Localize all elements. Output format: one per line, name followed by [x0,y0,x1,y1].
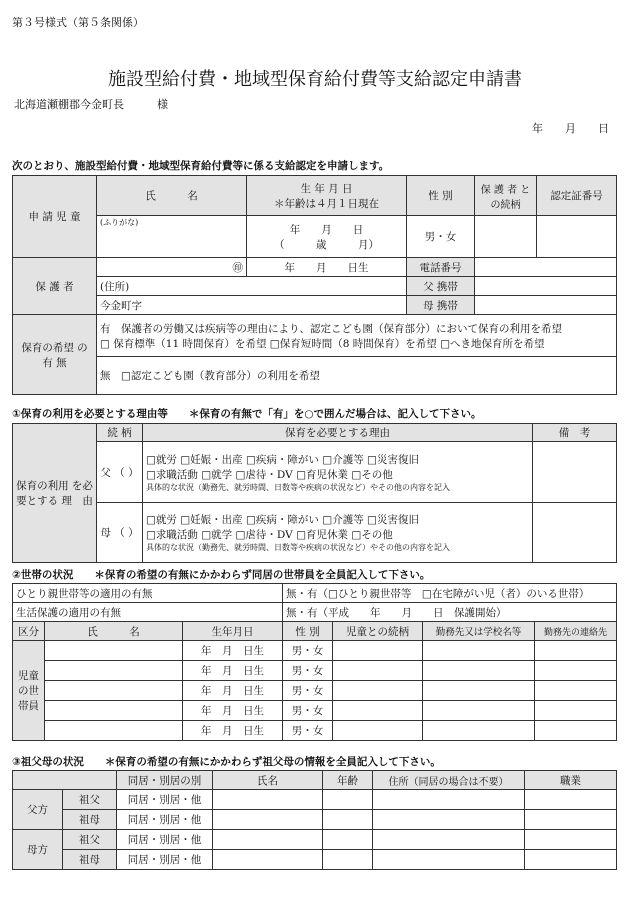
page-title: 施設型給付費・地域型保育給付費等支給認定申請書 [108,69,522,90]
reason-table [12,423,617,563]
gp-address-field[interactable] [373,790,525,810]
child-birth: 年 月 日 [289,223,364,236]
member-work-field[interactable] [423,721,535,741]
member-name-field[interactable] [45,701,183,721]
father-reasons-1: □就労 □妊娠・出産 □疾病・障がい □介護等 □災害復旧 [146,453,419,466]
relation-header: 保 護 者 との続柄 [475,176,537,216]
name-header: 氏 名 [97,176,247,216]
gp-name-field[interactable] [213,850,323,870]
hope-no: 無 □認定こども園（教育部分）の利用を希望 [97,357,617,395]
mother-reasons-1: □就労 □妊娠・出産 □疾病・障がい □介護等 □災害復旧 [146,514,419,526]
form-number: 第３号様式（第５条関係） [12,16,144,29]
gp-job-field[interactable] [525,790,617,810]
member-sex[interactable]: 男・女 [283,661,333,681]
gp-job-field[interactable] [525,810,617,830]
mother-reasons-note: 具体的な状況（勤務先、就労時間、日数等や疾病の状況など）やその他の内容を記入 [146,543,450,552]
guardian-birth: 年 月 日生 [247,258,407,277]
member-relation-field[interactable] [333,681,423,701]
gp-address-field[interactable] [373,810,525,830]
member-sex[interactable]: 男・女 [283,641,333,661]
member-relation-field[interactable] [333,661,423,681]
member-birth: 年 月 日生 [183,641,283,661]
member-sex[interactable]: 男・女 [283,701,333,721]
maternal-label: 母方 [13,830,63,870]
gp-age-field[interactable] [323,790,373,810]
member-sex[interactable]: 男・女 [283,681,333,701]
seal-mark: ㊞ [232,261,243,274]
member-birth: 年 月 日生 [183,661,283,681]
hope-label: 保育の希望 の 有 無 [13,315,97,395]
phone-label: 電話番号 [407,258,475,277]
birth-header: 生 年 月 日 [300,182,353,195]
gf-label: 祖父 [63,790,117,810]
member-contact-field[interactable] [535,701,617,721]
furigana-label: (ふりがな) [100,218,139,227]
child-age: （ 歳 月） [274,238,379,251]
live-header: 同居・別居の別 [117,771,213,790]
mother-reasons-2: □求職活動 □就学 □虐待・DV □育児休業 □その他 [146,529,393,541]
member-contact-header: 勤務先の連絡先 [535,622,617,641]
live-options[interactable]: 同居・別居・他 [117,810,213,830]
hope-yes-options: □ 保育標準（11 時間保育）を希望 □保育短時間（8 時間保育）を希望 □へき地保育所を希望 [100,337,545,350]
addressee: 北海道瀬棚郡今金町長 様 [14,98,168,111]
gm-label: 祖母 [63,850,117,870]
member-sex[interactable]: 男・女 [283,721,333,741]
intro-text: 次のとおり、施設型給付費・地域型保育給付費等に係る支給認定を申請します。 [12,160,390,172]
member-birth: 年 月 日生 [183,701,283,721]
child-name-field[interactable] [97,216,247,258]
father-note-field[interactable] [533,442,617,503]
member-relation-field[interactable] [333,641,423,661]
applicant-label: 申 請 児 童 [13,176,97,258]
father-mobile-label: 父 携帯 [407,277,475,296]
address-label: (住所) [97,277,407,296]
member-relation-field[interactable] [333,721,423,741]
kubun-header: 区分 [13,622,45,641]
gp-age-field[interactable] [323,830,373,850]
gp-name-field[interactable] [213,830,323,850]
member-work-field[interactable] [423,661,535,681]
certificate-header: 認定証番号 [537,176,617,216]
child-sex[interactable]: 男・女 [407,216,475,258]
gm-label: 祖母 [63,810,117,830]
member-relation-field[interactable] [333,701,423,721]
town-label: 今金町字 [97,296,407,315]
reason-side-label: 保育の利用 を必要とする 理 由 [13,424,97,563]
member-work-field[interactable] [423,641,535,661]
member-name-field[interactable] [45,661,183,681]
certificate-field[interactable] [537,216,617,258]
live-options[interactable]: 同居・別居・他 [117,830,213,850]
member-contact-field[interactable] [535,641,617,661]
birth-note: ＊年齢は４月１日現在 [274,197,379,210]
section3-heading: ③祖父母の状況 ＊保育の希望の有無にかかわらず祖父母の情報を全員記入して下さい。 [12,756,441,768]
sex-header: 性 別 [407,176,475,216]
guardian-name-field[interactable] [97,258,247,277]
member-work-header: 勤務先又は学校名等 [423,622,535,641]
welfare-value: 無・有（平成 年 月 日 保護開始） [283,603,617,622]
hope-yes: 有 保護者の労働又は疾病等の理由により、認定こども園（保育部分）において保育の利用を希望 [100,322,562,335]
phone-field[interactable] [475,258,617,277]
live-options[interactable]: 同居・別居・他 [117,790,213,810]
gp-name-header: 氏名 [213,771,323,790]
gp-address-field[interactable] [373,850,525,870]
section2-heading: ②世帯の状況 ＊保育の希望の有無にかかわらず同居の世帯員を全員記入して下さい。 [12,569,431,581]
father-reasons-2: □求職活動 □就学 □虐待・DV □育児休業 □その他 [146,468,393,481]
reason-header: 保育を必要とする理由 [143,424,533,442]
member-sex-header: 性 別 [283,622,333,641]
member-name-field[interactable] [45,721,183,741]
member-work-field[interactable] [423,681,535,701]
father-reasons-note: 具体的な状況（勤務先、就労時間、日数等や疾病の状況など）やその他の内容を記入 [146,482,450,492]
relation-header: 続 柄 [97,424,143,442]
member-birth: 年 月 日生 [183,681,283,701]
single-parent-label: ひとり親世帯等の適用の有無 [13,584,283,603]
member-birth-header: 生年月日 [183,622,283,641]
member-name-field[interactable] [45,641,183,661]
mother-note-field[interactable] [533,503,617,563]
single-parent-value: 無・有（□ひとり親世帯等 □在宅障がい児（者）のいる世帯） [283,584,617,603]
mother-label: 母 （ ） [97,503,143,563]
gp-age-field[interactable] [323,850,373,870]
member-relation-header: 児童との続柄 [333,622,423,641]
paternal-label: 父方 [13,790,63,830]
guardian-label: 保 護 者 [13,258,97,315]
date-line: 年 月 日 [532,122,609,135]
live-options[interactable]: 同居・別居・他 [117,850,213,870]
relation-field[interactable] [475,216,537,258]
welfare-label: 生活保護の適用の有無 [13,603,283,622]
gf-label: 祖父 [63,830,117,850]
gp-address-field[interactable] [373,830,525,850]
gp-job-field[interactable] [525,850,617,870]
father-mobile-field[interactable] [475,277,617,296]
household-table [12,583,617,741]
grandparent-table [12,770,617,870]
member-contact-field[interactable] [535,721,617,741]
gp-name-field[interactable] [213,810,323,830]
member-name-field[interactable] [45,681,183,701]
corner-cell [13,771,117,790]
note-header: 備 考 [533,424,617,442]
gp-age-header: 年齢 [323,771,373,790]
gp-age-field[interactable] [323,810,373,830]
mother-mobile-label: 母 携帯 [407,296,475,315]
member-work-field[interactable] [423,701,535,721]
gp-job-header: 職業 [525,771,617,790]
member-birth: 年 月 日生 [183,721,283,741]
section1-heading: ①保育の利用を必要とする理由等 ＊保育の有無で「有」を○で囲んだ場合は、記入して下さい。 [12,408,482,420]
application-table [12,175,617,395]
mother-mobile-field[interactable] [475,296,617,315]
member-contact-field[interactable] [535,681,617,701]
father-label: 父 （ ） [97,442,143,503]
gp-name-field[interactable] [213,790,323,810]
gp-job-field[interactable] [525,830,617,850]
gp-address-header: 住所（同居の場合は不要） [373,771,525,790]
member-name-header: 氏 名 [45,622,183,641]
member-contact-field[interactable] [535,661,617,681]
household-side-label: 児童 の世 帯員 [13,641,45,741]
